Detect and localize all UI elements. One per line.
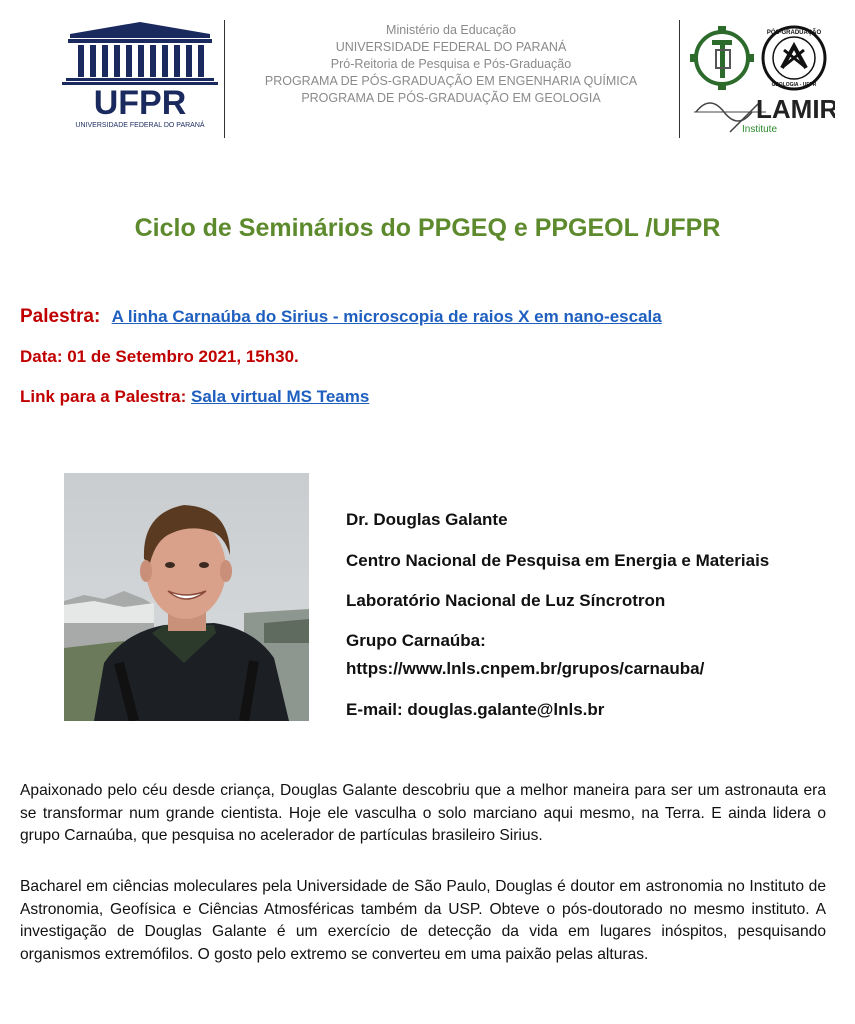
header-line: UNIVERSIDADE FEDERAL DO PARANÁ bbox=[335, 40, 567, 54]
geology-seal-icon bbox=[763, 27, 825, 89]
ms-teams-link[interactable]: Sala virtual MS Teams bbox=[191, 387, 370, 406]
svg-text:GEOLOGIA - UFPR: GEOLOGIA - UFPR bbox=[771, 82, 817, 88]
ufpr-logo-text: UFPR bbox=[93, 84, 187, 122]
gear-logo-icon bbox=[690, 26, 754, 90]
speaker-group-label: Grupo Carnaúba: bbox=[346, 631, 486, 650]
talk-link-label: Link para a Palestra: bbox=[20, 387, 187, 406]
bio-paragraph-1: Apaixonado pelo céu desde criança, Douglas Galante descobriu que a melhor maneira para ser um astronauta era se transformar num grande cientista. Hoje ele vasculha o solo marciano aqui mesmo, na Terra. E ainda lidera o grupo Carnaúba, que pesquisa no acelerador de partículas brasileiro Sirius. bbox=[20, 782, 826, 844]
ufpr-logo-subtitle: UNIVERSIDADE FEDERAL DO PARANÁ bbox=[75, 122, 205, 129]
header-divider-right bbox=[679, 20, 680, 138]
speaker-photo bbox=[64, 473, 309, 721]
ufpr-logo bbox=[60, 20, 220, 130]
talk-title-link[interactable]: A linha Carnaúba do Sirius - microscopia de raios X em nano-escala bbox=[111, 307, 662, 326]
header-line: PROGRAMA DE PÓS-GRADUAÇÃO EM GEOLOGIA bbox=[301, 91, 601, 105]
lamir-logo-icon bbox=[694, 94, 835, 135]
page-title: Ciclo de Seminários do PPGEQ e PPGEOL /UFPR bbox=[134, 214, 721, 242]
speaker-lab: Laboratório Nacional de Luz Síncrotron bbox=[346, 591, 666, 610]
speaker-name: Dr. Douglas Galante bbox=[346, 510, 508, 529]
partner-logos bbox=[690, 20, 835, 135]
header-divider-left bbox=[224, 20, 225, 138]
svg-text:PÓS-GRADUAÇÃO: PÓS-GRADUAÇÃO bbox=[766, 30, 822, 36]
header-line: PROGRAMA DE PÓS-GRADUAÇÃO EM ENGENHARIA QUÍMICA bbox=[264, 74, 638, 88]
speaker-email: E-mail: douglas.galante@lnls.br bbox=[346, 700, 605, 719]
talk-title-line bbox=[20, 306, 662, 328]
svg-text:LAMIR: LAMIR bbox=[756, 94, 835, 124]
talk-label: Palestra: bbox=[20, 306, 101, 327]
speaker-institution: Centro Nacional de Pesquisa em Energia e Materiais bbox=[346, 551, 770, 570]
talk-date: Data: 01 de Setembro 2021, 15h30. bbox=[20, 347, 299, 366]
bio-paragraph-2: Bacharel em ciências moleculares pela Universidade de São Paulo, Douglas é doutor em astronomia no Instituto de Astronomia, Geofísica e Ciências Atmosféricas também da USP. Obteve o pós-doutorado no mesmo instituto. A investigação de Douglas Galante é um exercício de detecção da vida em lugares inóspitos, pesquisando organismos extremófilos. O gosto pelo extremo se converteu em uma paixão pelas alturas. bbox=[20, 878, 826, 963]
institution-header bbox=[226, 22, 676, 107]
header-line: Pró-Reitoria de Pesquisa e Pós-Graduação bbox=[330, 57, 572, 71]
speaker-group-url: https://www.lnls.cnpem.br/grupos/carnauba/ bbox=[346, 659, 705, 678]
header-line: Ministério da Educação bbox=[386, 23, 516, 37]
talk-link-line bbox=[20, 387, 369, 407]
svg-text:Institute: Institute bbox=[742, 124, 778, 135]
